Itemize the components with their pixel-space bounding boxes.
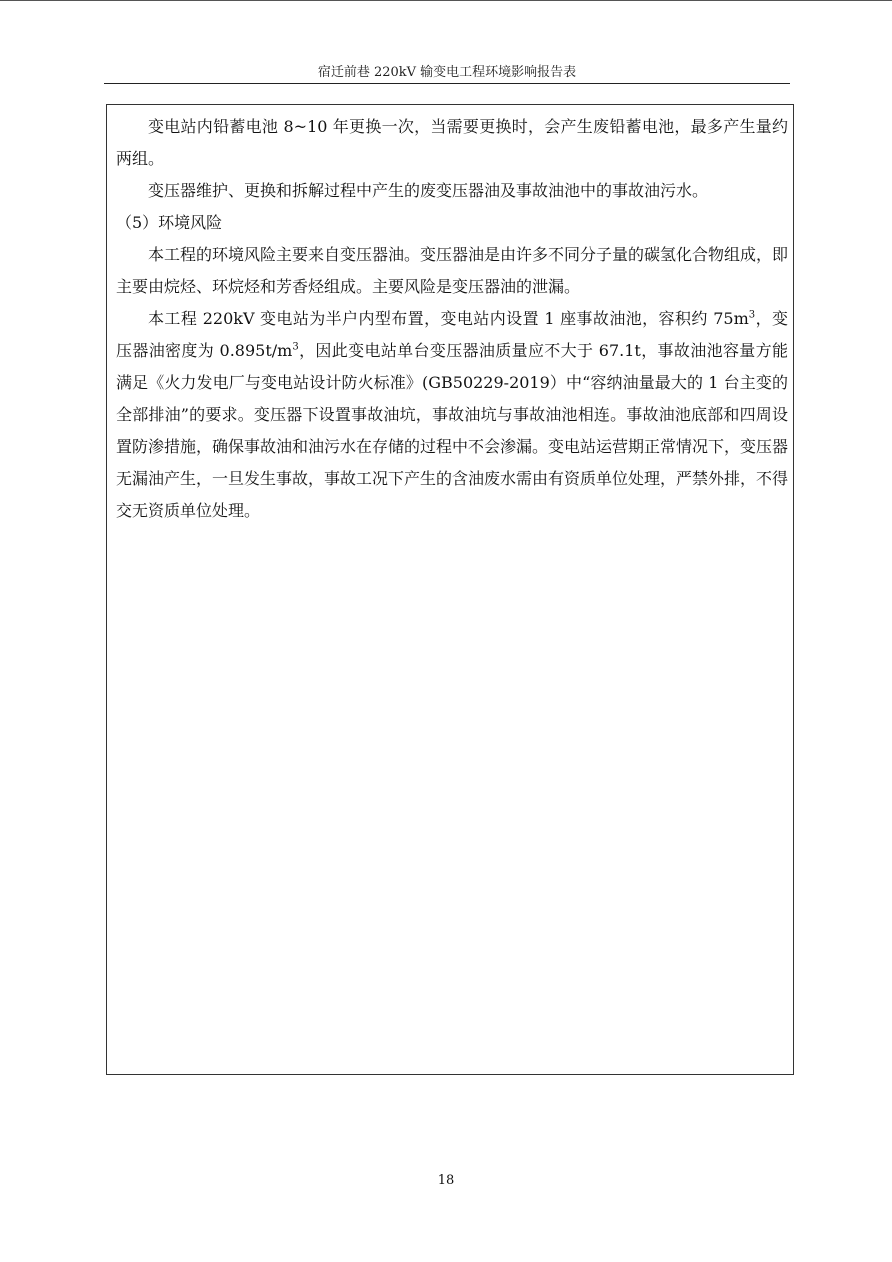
superscript-cubic-2: 3: [292, 341, 299, 353]
section-heading-environmental-risk: （5）环境风险: [116, 213, 223, 232]
header-divider: [104, 83, 790, 84]
superscript-cubic-1: 3: [748, 309, 756, 321]
accident-oil-text-part1: 本工程 220kV 变电站为半户内型布置，变电站内设置 1 座事故油池，容积约 75m: [148, 309, 749, 328]
accident-oil-text-part3: ，因此变电站单台变压器油质量应不大于 67.1t，事故油池容量方能满足《火力发电厂与变电站设计防火标准》(GB50229-2019）中“容纳油量最大的 1 台主变的全部排油”的要求。变压器下设置事故油坑，事故油坑与事故油池相连。事故油池底部和四周设置防渗措施，确保事故油和油污水在存储的过程中不会渗漏。变电站运营期正常情况下，变压器无漏油产生，一旦发生事故，事故工况下产生的含油废水需由有资质单位处理，严禁外排，不得交无资质单位处理。: [116, 341, 789, 520]
report-header-title: 宿迁前巷 220kV 输变电工程环境影响报告表: [317, 65, 577, 80]
paragraph-risk-source: 本工程的环境风险主要来自变压器油。变压器油是由许多不同分子量的碳氢化合物组成，即主要由烷烃、环烷烃和芳香烃组成。主要风险是变压器油的泄漏。: [116, 245, 789, 296]
paragraph-lead-battery: 变电站内铅蓄电池 8~10 年更换一次，当需要更换时，会产生废铅蓄电池，最多产生量约两组。: [116, 117, 788, 168]
page-top-border: [0, 0, 892, 1]
paragraph-accident-oil-pool: [116, 303, 788, 527]
accident-oil-text-part2: ，变压器油密度为 0.895t/m: [116, 309, 788, 360]
report-body: [116, 111, 788, 527]
paragraph-transformer-oil-waste: 变压器维护、更换和拆解过程中产生的废变压器油及事故油池中的事故油污水。: [148, 181, 709, 200]
page-number: 18: [437, 1173, 455, 1188]
